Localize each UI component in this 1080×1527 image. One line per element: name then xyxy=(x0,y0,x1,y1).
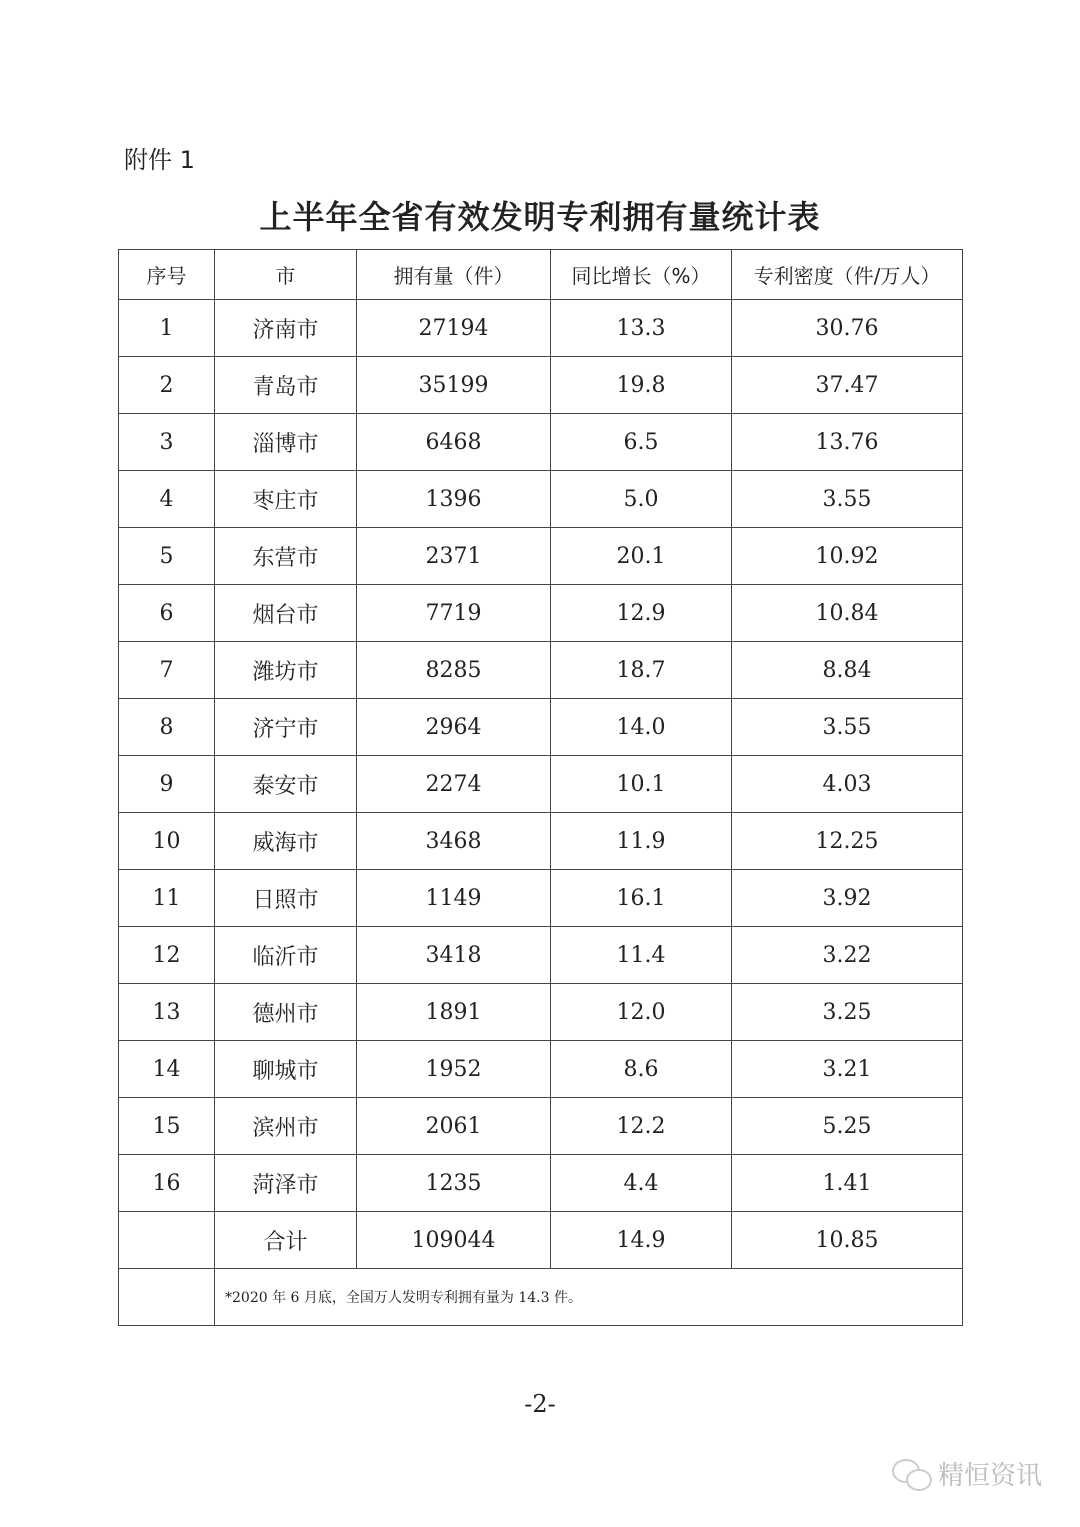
row-index: 5 xyxy=(119,528,215,585)
row-count: 1396 xyxy=(357,471,551,528)
row-density: 5.25 xyxy=(732,1098,963,1155)
header-growth: 同比增长（%） xyxy=(551,250,732,300)
total-index xyxy=(119,1212,215,1269)
row-count: 1952 xyxy=(357,1041,551,1098)
row-count: 7719 xyxy=(357,585,551,642)
row-growth: 12.0 xyxy=(551,984,732,1041)
row-city: 烟台市 xyxy=(215,585,357,642)
row-index: 11 xyxy=(119,870,215,927)
row-index: 15 xyxy=(119,1098,215,1155)
row-city: 济南市 xyxy=(215,300,357,357)
table-row xyxy=(119,870,963,927)
row-density: 10.84 xyxy=(732,585,963,642)
row-count: 3418 xyxy=(357,927,551,984)
row-growth: 10.1 xyxy=(551,756,732,813)
row-city: 日照市 xyxy=(215,870,357,927)
table-row xyxy=(119,300,963,357)
row-growth: 6.5 xyxy=(551,414,732,471)
header-city: 市 xyxy=(215,250,357,300)
row-density: 3.25 xyxy=(732,984,963,1041)
total-growth: 14.9 xyxy=(551,1212,732,1269)
table-header-row xyxy=(119,250,963,300)
row-growth: 4.4 xyxy=(551,1155,732,1212)
row-density: 30.76 xyxy=(732,300,963,357)
row-count: 1235 xyxy=(357,1155,551,1212)
row-growth: 13.3 xyxy=(551,300,732,357)
row-density: 10.92 xyxy=(732,528,963,585)
row-city: 德州市 xyxy=(215,984,357,1041)
table-row xyxy=(119,528,963,585)
row-index: 10 xyxy=(119,813,215,870)
row-city: 淄博市 xyxy=(215,414,357,471)
row-count: 6468 xyxy=(357,414,551,471)
row-growth: 16.1 xyxy=(551,870,732,927)
row-growth: 11.4 xyxy=(551,927,732,984)
row-city: 泰安市 xyxy=(215,756,357,813)
row-city: 威海市 xyxy=(215,813,357,870)
header-count: 拥有量（件） xyxy=(357,250,551,300)
row-index: 1 xyxy=(119,300,215,357)
note-empty xyxy=(119,1269,215,1326)
row-index: 4 xyxy=(119,471,215,528)
row-city: 济宁市 xyxy=(215,699,357,756)
row-city: 东营市 xyxy=(215,528,357,585)
table-row xyxy=(119,357,963,414)
row-count: 27194 xyxy=(357,300,551,357)
table-row xyxy=(119,699,963,756)
footnote: *2020 年 6 月底，全国万人发明专利拥有量为 14.3 件。 xyxy=(215,1269,963,1326)
row-city: 菏泽市 xyxy=(215,1155,357,1212)
row-growth: 12.2 xyxy=(551,1098,732,1155)
row-growth: 8.6 xyxy=(551,1041,732,1098)
row-growth: 18.7 xyxy=(551,642,732,699)
row-index: 12 xyxy=(119,927,215,984)
row-density: 4.03 xyxy=(732,756,963,813)
header-index: 序号 xyxy=(119,250,215,300)
row-index: 3 xyxy=(119,414,215,471)
total-count: 109044 xyxy=(357,1212,551,1269)
table-row xyxy=(119,984,963,1041)
table-row xyxy=(119,1098,963,1155)
row-index: 6 xyxy=(119,585,215,642)
row-index: 16 xyxy=(119,1155,215,1212)
row-density: 37.47 xyxy=(732,357,963,414)
row-density: 3.92 xyxy=(732,870,963,927)
row-index: 7 xyxy=(119,642,215,699)
table-row xyxy=(119,756,963,813)
row-count: 35199 xyxy=(357,357,551,414)
row-city: 潍坊市 xyxy=(215,642,357,699)
row-index: 14 xyxy=(119,1041,215,1098)
row-count: 2371 xyxy=(357,528,551,585)
watermark-text: 精恒资讯 xyxy=(938,1461,1043,1491)
table-row xyxy=(119,471,963,528)
row-city: 滨州市 xyxy=(215,1098,357,1155)
table-row xyxy=(119,1041,963,1098)
row-count: 1891 xyxy=(357,984,551,1041)
document-title: 上半年全省有效发明专利拥有量统计表 xyxy=(259,198,821,236)
row-density: 3.55 xyxy=(732,471,963,528)
total-row xyxy=(119,1212,963,1269)
row-growth: 19.8 xyxy=(551,357,732,414)
row-density: 3.55 xyxy=(732,699,963,756)
row-count: 2274 xyxy=(357,756,551,813)
table-row xyxy=(119,414,963,471)
row-count: 2964 xyxy=(357,699,551,756)
row-city: 枣庄市 xyxy=(215,471,357,528)
row-index: 8 xyxy=(119,699,215,756)
watermark xyxy=(892,1455,1042,1492)
note-row xyxy=(119,1269,963,1326)
table-row xyxy=(119,813,963,870)
row-count: 1149 xyxy=(357,870,551,927)
row-index: 2 xyxy=(119,357,215,414)
table-row xyxy=(119,585,963,642)
row-growth: 14.0 xyxy=(551,699,732,756)
row-density: 1.41 xyxy=(732,1155,963,1212)
row-growth: 12.9 xyxy=(551,585,732,642)
row-density: 13.76 xyxy=(732,414,963,471)
row-density: 3.22 xyxy=(732,927,963,984)
row-count: 2061 xyxy=(357,1098,551,1155)
patent-stats-table xyxy=(118,249,963,1326)
row-density: 8.84 xyxy=(732,642,963,699)
total-density: 10.85 xyxy=(732,1212,963,1269)
header-density: 专利密度（件/万人） xyxy=(732,250,963,300)
table-row xyxy=(119,1155,963,1212)
row-growth: 5.0 xyxy=(551,471,732,528)
attachment-label: 附件 1 xyxy=(124,146,195,174)
row-growth: 20.1 xyxy=(551,528,732,585)
wechat-icon xyxy=(892,1459,932,1489)
table-row xyxy=(119,642,963,699)
row-growth: 11.9 xyxy=(551,813,732,870)
row-count: 3468 xyxy=(357,813,551,870)
row-index: 9 xyxy=(119,756,215,813)
row-density: 12.25 xyxy=(732,813,963,870)
table-row xyxy=(119,927,963,984)
page-number: -2- xyxy=(524,1390,556,1418)
row-index: 13 xyxy=(119,984,215,1041)
row-city: 聊城市 xyxy=(215,1041,357,1098)
row-count: 8285 xyxy=(357,642,551,699)
row-city: 临沂市 xyxy=(215,927,357,984)
row-city: 青岛市 xyxy=(215,357,357,414)
row-density: 3.21 xyxy=(732,1041,963,1098)
total-label: 合计 xyxy=(215,1212,357,1269)
